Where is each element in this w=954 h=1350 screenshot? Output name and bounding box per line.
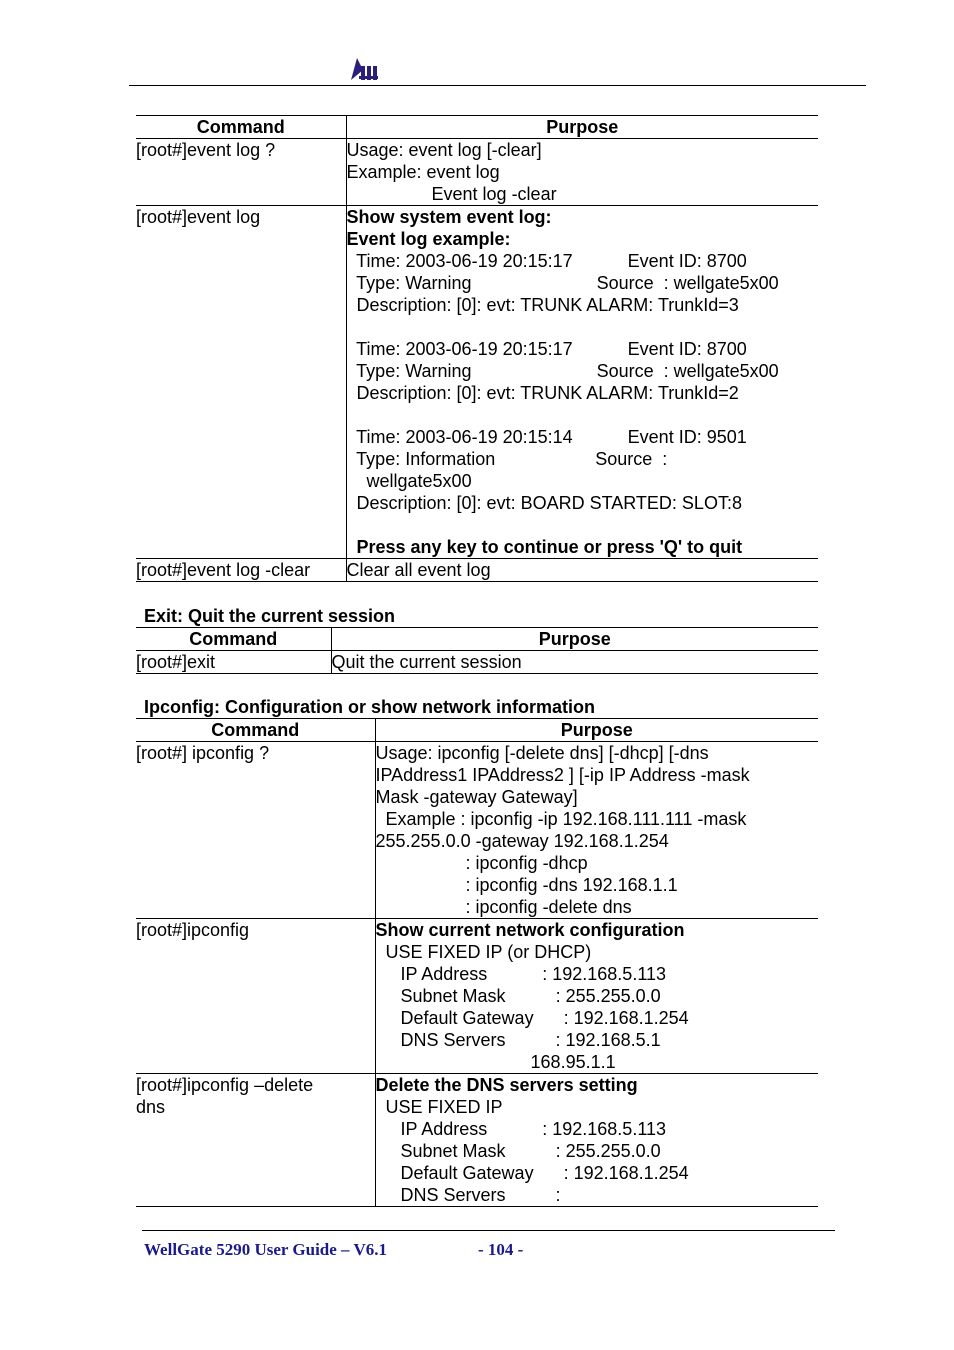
purpose-line: Default Gateway : 192.168.1.254 bbox=[375, 1163, 689, 1183]
exit-command-table bbox=[136, 627, 818, 674]
purpose-cell bbox=[375, 919, 818, 1074]
purpose-line: Time: 2003-06-19 20:15:17 Event ID: 8700 bbox=[346, 251, 747, 271]
command-cell bbox=[136, 1074, 375, 1207]
purpose-line bbox=[347, 514, 819, 536]
purpose-line: : ipconfig -dhcp bbox=[375, 853, 588, 873]
purpose-line: Event log -clear bbox=[346, 184, 557, 204]
purpose-line: Time: 2003-06-19 20:15:17 Event ID: 8700 bbox=[346, 339, 747, 359]
brand-logo-icon bbox=[349, 56, 379, 82]
ipconfig-command-table bbox=[136, 718, 818, 1207]
ipconfig-section-heading: Ipconfig: Configuration or show network information bbox=[144, 697, 595, 717]
purpose-line: Subnet Mask : 255.255.0.0 bbox=[375, 986, 661, 1006]
purpose-line: Type: Warning Source : wellgate5x00 bbox=[346, 361, 779, 381]
purpose-line: DNS Servers : bbox=[375, 1185, 561, 1205]
table-row bbox=[136, 651, 818, 674]
table-row bbox=[136, 1074, 818, 1207]
command-cell: [root#]event log ? bbox=[136, 139, 346, 206]
command-cell: [root#]ipconfig bbox=[136, 919, 375, 1074]
command-cell: [root#]exit bbox=[136, 651, 331, 674]
purpose-cell: Quit the current session bbox=[331, 651, 818, 674]
table-row bbox=[136, 742, 818, 919]
table-header-row bbox=[136, 116, 818, 139]
purpose-title: Delete the DNS servers setting bbox=[375, 1075, 638, 1095]
purpose-line bbox=[347, 316, 819, 338]
footer-guide-title: WellGate 5290 User Guide – V6.1 bbox=[144, 1240, 388, 1259]
purpose-line: : ipconfig -dns 192.168.1.1 bbox=[375, 875, 678, 895]
table-header-row bbox=[136, 628, 818, 651]
event-log-command-table bbox=[136, 115, 818, 582]
purpose-line: IPAddress1 IPAddress2 ] [-ip IP Address -mask bbox=[375, 765, 750, 785]
purpose-line: IP Address : 192.168.5.113 bbox=[375, 1119, 667, 1139]
table-row bbox=[136, 919, 818, 1074]
command-column-header: Command bbox=[136, 116, 346, 139]
purpose-line: Mask -gateway Gateway] bbox=[375, 787, 578, 807]
command-line: dns bbox=[136, 1097, 166, 1117]
purpose-footer: Press any key to continue or press 'Q' to quit bbox=[346, 537, 743, 557]
purpose-line: 255.255.0.0 -gateway 192.168.1.254 bbox=[375, 831, 669, 851]
command-cell: [root#] ipconfig ? bbox=[136, 742, 375, 919]
purpose-cell bbox=[346, 559, 818, 582]
purpose-line: IP Address : 192.168.5.113 bbox=[375, 964, 667, 984]
footer-rule bbox=[142, 1230, 835, 1231]
purpose-line: USE FIXED IP bbox=[375, 1097, 503, 1117]
footer-page-number: - 104 - bbox=[478, 1240, 524, 1259]
purpose-line: USE FIXED IP (or DHCP) bbox=[375, 942, 592, 962]
table-row bbox=[136, 139, 818, 206]
purpose-line: Usage: event log [-clear] bbox=[346, 140, 542, 160]
purpose-title: Show system event log: bbox=[346, 207, 552, 227]
table-row bbox=[136, 206, 818, 559]
command-cell: [root#]event log -clear bbox=[136, 559, 346, 582]
purpose-line: Example : ipconfig -ip 192.168.111.111 -mask bbox=[375, 809, 747, 829]
purpose-line: Usage: ipconfig [-delete dns] [-dhcp] [-dns bbox=[375, 743, 709, 763]
purpose-column-header: Purpose bbox=[346, 116, 818, 139]
purpose-line: Subnet Mask : 255.255.0.0 bbox=[375, 1141, 661, 1161]
header-rule bbox=[129, 85, 866, 86]
purpose-line: Description: [0]: evt: TRUNK ALARM: TrunkId=3 bbox=[346, 295, 739, 315]
purpose-line: Time: 2003-06-19 20:15:14 Event ID: 9501 bbox=[346, 427, 747, 447]
purpose-line: : ipconfig -delete dns bbox=[375, 897, 632, 917]
purpose-line: Description: [0]: evt: TRUNK ALARM: TrunkId=2 bbox=[346, 383, 739, 403]
purpose-line bbox=[347, 404, 819, 426]
purpose-column-header: Purpose bbox=[331, 628, 818, 651]
purpose-cell bbox=[375, 742, 818, 919]
purpose-line: Default Gateway : 192.168.1.254 bbox=[375, 1008, 689, 1028]
purpose-line: Description: [0]: evt: BOARD STARTED: SLOT:8 bbox=[346, 493, 742, 513]
purpose-line: Type: Warning Source : wellgate5x00 bbox=[346, 273, 779, 293]
purpose-line: DNS Servers : 192.168.5.1 bbox=[375, 1030, 661, 1050]
purpose-title: Event log example: bbox=[346, 229, 511, 249]
purpose-line: wellgate5x00 bbox=[346, 471, 472, 491]
purpose-line: 168.95.1.1 bbox=[375, 1052, 616, 1072]
command-line: [root#]ipconfig –delete bbox=[136, 1075, 314, 1095]
command-cell: [root#]event log bbox=[136, 206, 346, 559]
purpose-column-header: Purpose bbox=[375, 719, 818, 742]
purpose-line: Type: Information Source : bbox=[346, 449, 668, 469]
command-column-header: Command bbox=[136, 628, 331, 651]
purpose-cell bbox=[375, 1074, 818, 1207]
purpose-title: Show current network configuration bbox=[375, 920, 685, 940]
command-column-header: Command bbox=[136, 719, 375, 742]
purpose-line: Example: event log bbox=[346, 162, 500, 182]
table-row bbox=[136, 559, 818, 582]
exit-section-heading: Exit: Quit the current session bbox=[144, 606, 396, 626]
purpose-line: Clear all event log bbox=[346, 560, 491, 580]
purpose-cell bbox=[346, 139, 818, 206]
table-header-row bbox=[136, 719, 818, 742]
purpose-cell bbox=[346, 206, 818, 559]
